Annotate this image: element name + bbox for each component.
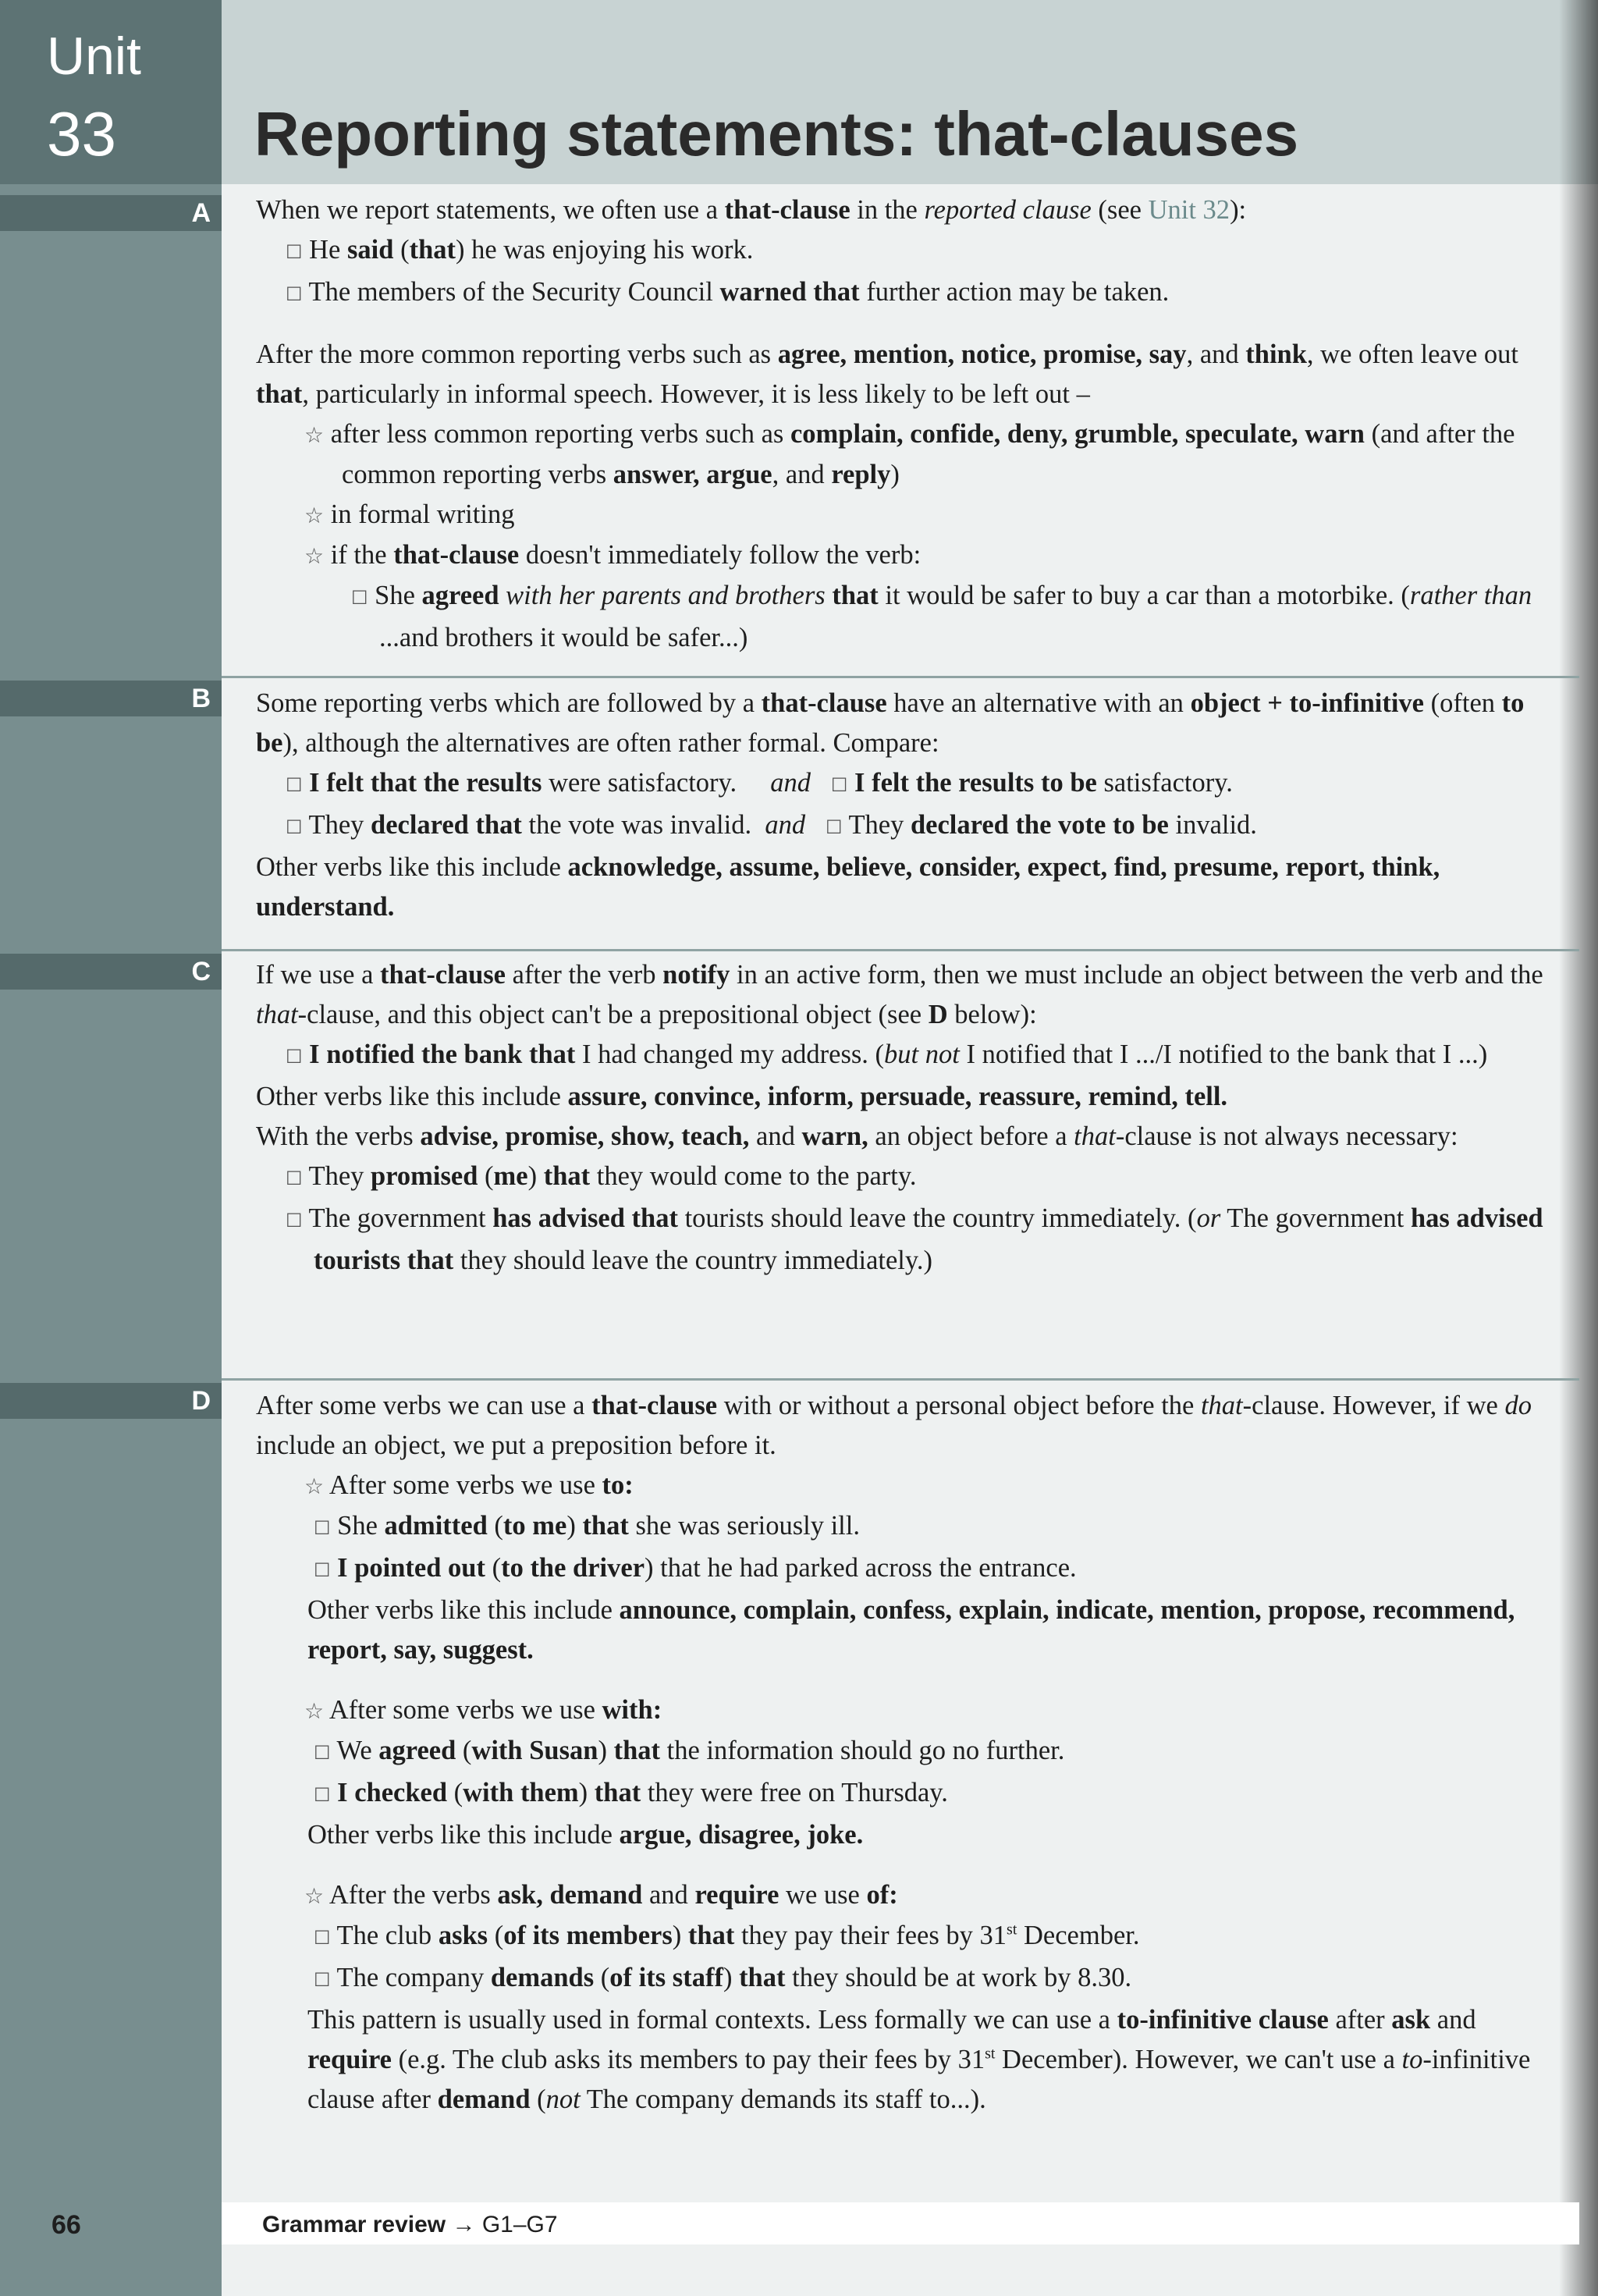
example: ☐ I felt that the results were satisfactory. and ☐ I felt the results to be satisfactory. (286, 768, 1233, 798)
grammar-review-link[interactable] (262, 2212, 558, 2238)
example: ☐ They declared that the vote was invalid. and ☐ They declared the vote to be invalid. (286, 810, 1257, 840)
paragraph: Some reporting verbs which are followed by a that-clause have an alternative with an object + to-infinitive (often to be), although the alternatives are often rather formal. Compare: (256, 688, 1525, 758)
example: ☐ The club asks (of its members) that they pay their fees by 31st December. (314, 1921, 1140, 1950)
section-divider (222, 676, 1579, 678)
paragraph: Other verbs like this include argue, disagree, joke. (307, 1820, 864, 1850)
page-title (254, 99, 1299, 169)
checkbox-bullet-icon: ☐ (286, 816, 303, 838)
paragraph: Other verbs like this include announce, complain, confess, explain, indicate, mention, propose, recommend, report, say, suggest. (307, 1595, 1515, 1665)
star-bullet-icon: ☆ (304, 1473, 325, 1499)
paragraph: If we use a that-clause after the verb notify in an active form, then we must include an object between the verb and the that-clause, and this object can't be a prepositional object (see D below): (256, 960, 1543, 1029)
section-c-body (256, 955, 1567, 1281)
checkbox-bullet-icon: ☐ (286, 1046, 303, 1068)
checkbox-bullet-icon: ☐ (314, 1742, 331, 1764)
page-title-plain: Reporting statements: (254, 99, 935, 169)
paragraph: This pattern is usually used in formal contexts. Less formally we can use a to-infinitive clause after ask and require (e.g. The club asks its members to pay their fees by 31st December). However, we can't use a to-infinitive clause after demand (not The company demands its staff to...). (307, 2005, 1531, 2114)
page-number: 66 (51, 2210, 81, 2240)
section-tab-b (0, 681, 222, 716)
example: ☐ The members of the Security Council warned that further action may be taken. (286, 277, 1170, 307)
section-letter-b: B (191, 684, 211, 713)
checkbox-bullet-icon: ☐ (314, 1517, 331, 1539)
section-letter-c: C (191, 957, 211, 986)
star-bullet-icon: ☆ (304, 1698, 325, 1724)
star-bullet-icon: ☆ (304, 422, 325, 448)
unit-label: Unit (47, 27, 141, 86)
section-letter-d: D (191, 1386, 211, 1416)
checkbox-bullet-icon: ☐ (286, 774, 303, 796)
example: ☐ I pointed out (to the driver) that he had parked across the entrance. (314, 1553, 1077, 1583)
example: ☐ She admitted (to me) that she was seriously ill. (314, 1511, 860, 1541)
star-item: ☆ in formal writing (304, 499, 515, 529)
section-tab-a (0, 195, 222, 231)
example: ☐ We agreed (with Susan) that the information should go no further. (314, 1736, 1065, 1765)
checkbox-bullet-icon: ☐ (286, 283, 303, 305)
star-item: ☆ After the verbs ask, demand and require we use of: (304, 1880, 898, 1910)
star-bullet-icon: ☆ (304, 543, 325, 569)
section-divider (222, 1378, 1579, 1381)
section-tab-d (0, 1383, 222, 1419)
star-bullet-icon: ☆ (304, 503, 325, 528)
arrow-right-icon: → (452, 2212, 476, 2237)
checkbox-bullet-icon: ☐ (286, 241, 303, 263)
section-a-body (256, 190, 1567, 658)
grammar-review-label: Grammar review (262, 2212, 446, 2237)
example: ☐ He said (that) he was enjoying his work. (286, 235, 754, 265)
sidebar (0, 0, 222, 2296)
paragraph: When we report statements, we often use a that-clause in the reported clause (see Unit 32): (256, 195, 1247, 225)
star-item: ☆ after less common reporting verbs such as complain, confide, deny, grumble, speculate, warn (and after the common reporting verbs answer, argue, and reply) (304, 419, 1515, 489)
star-item: ☆ After some verbs we use with: (304, 1695, 662, 1725)
unit-number: 33 (47, 99, 116, 169)
checkbox-bullet-icon: ☐ (314, 1784, 331, 1806)
checkbox-bullet-icon: ☐ (286, 1210, 303, 1232)
checkbox-bullet-icon: ☐ (314, 1969, 331, 1991)
example: ☐ They promised (me) that they would come to the party. (286, 1161, 917, 1191)
example: ☐ I notified the bank that I had changed my address. (but not I notified that I .../I notified to the bank that I ...) (286, 1040, 1488, 1069)
example: ☐ The government has advised that tourists should leave the country immediately. (or The government has advised tourists that they should leave the country immediately.) (286, 1203, 1543, 1275)
checkbox-bullet-icon: ☐ (314, 1559, 331, 1581)
section-d-body (256, 1386, 1567, 2120)
paragraph: With the verbs advise, promise, show, teach, and warn, an object before a that-clause is not always necessary: (256, 1121, 1458, 1151)
star-bullet-icon: ☆ (304, 1883, 325, 1909)
paragraph: After the more common reporting verbs such as agree, mention, notice, promise, say, and think, we often leave out that, particularly in informal speech. However, it is less likely to be left out – (256, 339, 1519, 409)
example: ☐ She agreed with her parents and brothers that it would be safer to buy a car than a motorbike. (rather than ...and brothers it would be safer...) (351, 581, 1532, 652)
paragraph: After some verbs we can use a that-clause with or without a personal object before the that-clause. However, if we do include an object, we put a preposition before it. (256, 1391, 1532, 1460)
checkbox-bullet-icon: ☐ (351, 587, 368, 609)
section-tab-c (0, 954, 222, 990)
checkbox-bullet-icon: ☐ (314, 1927, 331, 1949)
star-item: ☆ if the that-clause doesn't immediately follow the verb: (304, 540, 922, 570)
checkbox-bullet-icon: ☐ (830, 774, 848, 796)
section-divider (222, 949, 1579, 951)
section-letter-a: A (191, 198, 211, 228)
section-b-body (256, 684, 1567, 927)
checkbox-bullet-icon: ☐ (286, 1168, 303, 1189)
checkbox-bullet-icon: ☐ (825, 816, 843, 838)
paragraph: Other verbs like this include assure, convince, inform, persuade, reassure, remind, tell. (256, 1082, 1228, 1111)
star-item: ☆ After some verbs we use to: (304, 1470, 634, 1500)
example: ☐ I checked (with them) that they were free on Thursday. (314, 1778, 948, 1807)
page-title-bold: that-clauses (934, 99, 1299, 169)
grammar-review-ref: G1–G7 (481, 2212, 558, 2237)
paragraph: Other verbs like this include acknowledge, assume, believe, consider, expect, find, presume, report, think, understand. (256, 852, 1440, 922)
example: ☐ The company demands (of its staff) that they should be at work by 8.30. (314, 1963, 1132, 1992)
